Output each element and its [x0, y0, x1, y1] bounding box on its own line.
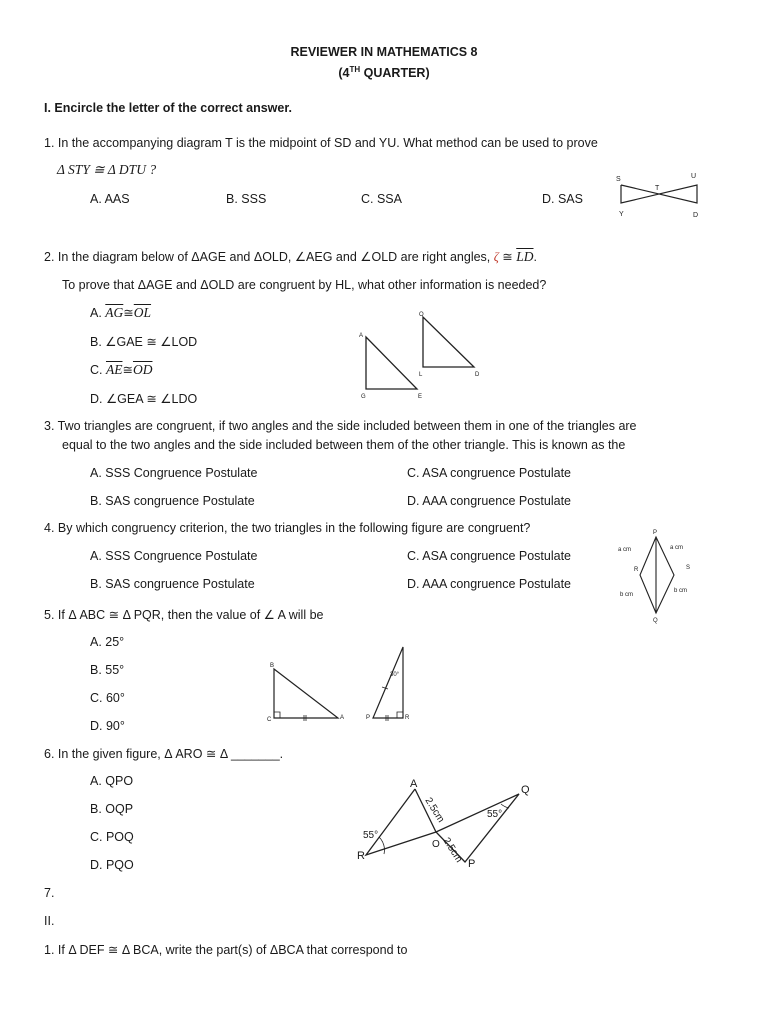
- page-title: REVIEWER IN MATHEMATICS 8: [290, 45, 478, 59]
- q3-option-b[interactable]: B. SAS congruence Postulate: [90, 494, 255, 508]
- svg-text:b cm: b cm: [674, 588, 688, 594]
- q1-option-a[interactable]: A. AAS: [90, 192, 130, 206]
- svg-text:R: R: [405, 715, 410, 721]
- q4-option-c[interactable]: C. ASA congruence Postulate: [407, 549, 571, 563]
- q2-option-c[interactable]: C. $\overline{AE}≅\overline{OD}$: [90, 362, 153, 377]
- q1-text: 1. In the accompanying diagram T is the midpoint of SD and YU. What method can be used to prove: [44, 136, 598, 150]
- svg-text:P: P: [653, 530, 658, 536]
- svg-text:55°: 55°: [363, 830, 379, 841]
- q2-text: 2. In the diagram below of ΔAGE and ΔOLD, ∠AEG and ∠OLD are right angles, ζ ≅ $\overline{LD}$.: [44, 249, 537, 264]
- svg-text:B: B: [270, 663, 275, 669]
- section-heading-1: I. Encircle the letter of the correct answer.: [44, 101, 293, 115]
- svg-text:P: P: [468, 858, 476, 870]
- q4-option-b[interactable]: B. SAS congruence Postulate: [90, 577, 255, 591]
- svg-text:2.5cm: 2.5cm: [422, 795, 447, 825]
- q1-figure: [612, 168, 707, 226]
- svg-text:Q: Q: [521, 784, 530, 796]
- q1-option-d[interactable]: D. SAS: [542, 192, 583, 206]
- q6-option-c[interactable]: C. POQ: [90, 830, 134, 844]
- q2-option-d[interactable]: D. ∠GEA ≅ ∠LDO: [90, 392, 198, 406]
- svg-text:D: D: [693, 212, 699, 219]
- svg-text:O: O: [419, 312, 424, 318]
- svg-text:R: R: [634, 567, 639, 573]
- svg-text:b cm: b cm: [620, 592, 634, 598]
- q5-option-d[interactable]: D. 90°: [90, 719, 125, 733]
- svg-text:C: C: [267, 717, 272, 723]
- q5-option-b[interactable]: B. 55°: [90, 663, 125, 677]
- svg-text:a cm: a cm: [618, 547, 632, 553]
- svg-text:Q: Q: [653, 618, 658, 624]
- svg-text:D: D: [475, 372, 480, 378]
- page-subtitle: (4TH QUARTER): [338, 65, 430, 81]
- q5-option-a[interactable]: A. 25°: [90, 635, 125, 649]
- q4-option-d[interactable]: D. AAA congruence Postulate: [407, 577, 571, 591]
- q2-option-a[interactable]: A. $\overline{AG}≅\overline{OL}$: [90, 305, 152, 320]
- q6-text: 6. In the given figure, Δ ARO ≅ Δ _______.: [44, 747, 284, 761]
- q5-text: 5. If Δ ABC ≅ Δ PQR, then the value of ∠ A will be: [44, 608, 324, 622]
- svg-text:T: T: [655, 185, 660, 192]
- q3-text-line2: equal to the two angles and the side included between them of the other triangle. This is known as the: [62, 438, 626, 452]
- q5-option-c[interactable]: C. 60°: [90, 691, 125, 705]
- svg-text:a cm: a cm: [670, 545, 684, 551]
- svg-text:E: E: [418, 394, 423, 400]
- q3-option-d[interactable]: D. AAA congruence Postulate: [407, 494, 571, 508]
- svg-text:A: A: [359, 333, 364, 339]
- q1-option-c[interactable]: C. SSA: [361, 192, 402, 206]
- q1-expression: Δ STY ≅ Δ DTU ?: [57, 162, 157, 177]
- q6-figure: [355, 770, 540, 870]
- q4-text: 4. By which congruency criterion, the two triangles in the following figure are congruent?: [44, 521, 531, 535]
- svg-text:A: A: [410, 778, 418, 790]
- q3-text-line1: 3. Two triangles are congruent, if two angles and the side included between them in one of the triangles are: [44, 419, 637, 433]
- q6-option-b[interactable]: B. OQP: [90, 802, 134, 816]
- q2-option-b[interactable]: B. ∠GAE ≅ ∠LOD: [90, 335, 198, 349]
- q3-option-c[interactable]: C. ASA congruence Postulate: [407, 466, 571, 480]
- svg-text:P: P: [366, 715, 371, 721]
- q3-option-a[interactable]: A. SSS Congruence Postulate: [90, 466, 258, 480]
- svg-text:L: L: [419, 372, 423, 378]
- svg-text:A: A: [340, 715, 345, 721]
- q2-figure: [355, 305, 485, 405]
- svg-text:Y: Y: [619, 211, 624, 218]
- q5-figure: [262, 638, 422, 728]
- svg-text:S: S: [616, 176, 621, 183]
- q7-number: 7.: [44, 886, 55, 900]
- section-heading-2: II.: [44, 914, 55, 928]
- svg-text:30°: 30°: [390, 672, 400, 678]
- svg-text:55°: 55°: [487, 809, 503, 820]
- svg-text:S: S: [686, 565, 691, 571]
- q4-figure: [612, 525, 702, 625]
- part2-q1-text: 1. If Δ DEF ≅ Δ BCA, write the part(s) of ΔBCA that correspond to: [44, 943, 408, 957]
- q6-option-d[interactable]: D. PQO: [90, 858, 134, 872]
- svg-text:O: O: [432, 839, 440, 850]
- q4-option-a[interactable]: A. SSS Congruence Postulate: [90, 549, 258, 563]
- svg-text:G: G: [361, 394, 366, 400]
- q2-text-line2: To prove that ΔAGE and ΔOLD are congruent by HL, what other information is needed?: [62, 278, 547, 292]
- svg-text:2.5cm: 2.5cm: [440, 835, 465, 865]
- q6-option-a[interactable]: A. QPO: [90, 774, 134, 788]
- svg-text:U: U: [691, 173, 697, 180]
- svg-text:R: R: [357, 850, 365, 862]
- q1-option-b[interactable]: B. SSS: [226, 192, 267, 206]
